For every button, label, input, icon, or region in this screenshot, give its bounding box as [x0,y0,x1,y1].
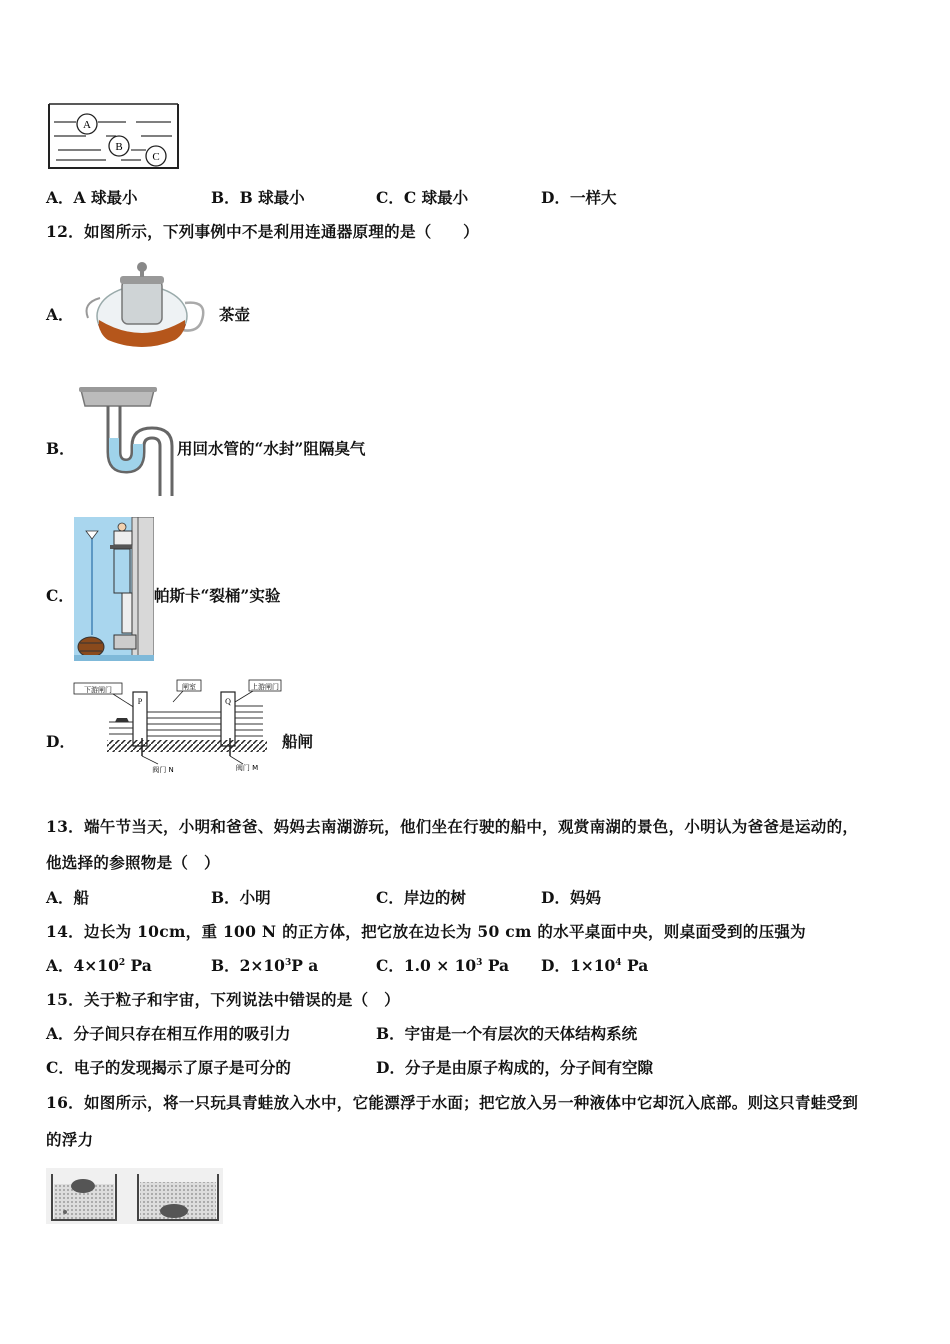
teapot-image [80,258,210,350]
q12-option-a-letter[interactable]: A． [46,305,74,324]
ball-a-label: A [83,119,91,131]
gate-q-label: Q [225,697,231,706]
q16-stem-line1: 16．如图所示，将一只玩具青蛙放入水中，它能漂浮于水面；把它放入另一种液体中它却沉入底部。则这只青蛙受到 [46,1093,859,1112]
ball-b-label: B [115,141,123,153]
q12-option-b-caption: 用回水管的“水封”阻隔臭气 [177,439,366,458]
q12-option-c-caption: 帕斯卡“裂桶”实验 [154,586,281,605]
q11-container-figure [46,100,182,172]
valve-n-label: 阀门 N [152,766,174,774]
q16-stem-line2: 的浮力 [46,1130,94,1149]
ball-c-label: C [152,151,160,163]
q13-stem-line2: 他选择的参照物是（ ） [46,853,220,872]
q14-option-d[interactable]: D．$1\times 10^4$ Pa [541,956,649,975]
q15-option-d[interactable]: D．分子是由原子构成的，分子间有空隙 [376,1058,653,1077]
q15-option-c[interactable]: C．电子的发现揭示了原子是可分的 [46,1058,291,1077]
q15-option-a[interactable]: A．分子间只存在相互作用的吸引力 [46,1024,291,1043]
q12-option-c-letter[interactable]: C． [46,586,74,605]
q11-option-a[interactable]: A．A 球最小 [46,188,138,207]
q14-option-a[interactable]: A．$4\times 10^2$ Pa [46,956,152,975]
q12-option-b-letter[interactable]: B． [46,439,75,458]
chamber-label: 闸室 [182,683,196,691]
q12-option-d-letter[interactable]: D． [46,732,75,751]
pascal-barrel-image [74,517,154,661]
q13-option-c[interactable]: C．岸边的树 [376,888,466,907]
q15-stem: 15．关于粒子和宇宙，下列说法中错误的是（ ） [46,990,400,1009]
q12-stem: 12．如图所示，下列事例中不是利用连通器原理的是（ ） [46,222,479,241]
valve-m-label: 阀门 M [235,764,259,772]
q12-option-a-caption: 茶壶 [219,305,251,324]
q11-option-b[interactable]: B．B 球最小 [211,188,305,207]
q13-stem-line1: 13．端午节当天，小明和爸爸、妈妈去南湖游玩，他们坐在行驶的船中，观赏南湖的景色，小明认为爸爸是运动的， [46,817,859,836]
downstream-gate-label: 下游闸门 [84,686,112,694]
q14-option-b[interactable]: B．$2\times 10^3P$ a [211,956,319,975]
ship-lock-image [73,678,283,774]
drain-trap-image [78,386,174,498]
q11-option-c[interactable]: C．C 球最小 [376,188,469,207]
q12-option-d-caption: 船闸 [282,732,314,751]
q13-option-d[interactable]: D．妈妈 [541,888,601,907]
gate-p-label: P [137,697,143,706]
frog-beakers-image [46,1168,223,1224]
q14-stem: 14．边长为 10cm，重 100 N 的正方体，把它放在边长为 50 cm 的水平桌面中央，则桌面受到的压强为 [46,922,806,941]
q13-option-a[interactable]: A．船 [46,888,90,907]
q13-option-b[interactable]: B．小明 [211,888,271,907]
upstream-gate-label: 上游闸门 [251,683,279,691]
q11-option-d[interactable]: D．一样大 [541,188,617,207]
q14-option-c[interactable]: C．$1.0 \times 10^3$ Pa [376,956,510,975]
q15-option-b[interactable]: B．宇宙是一个有层次的天体结构系统 [376,1024,638,1043]
